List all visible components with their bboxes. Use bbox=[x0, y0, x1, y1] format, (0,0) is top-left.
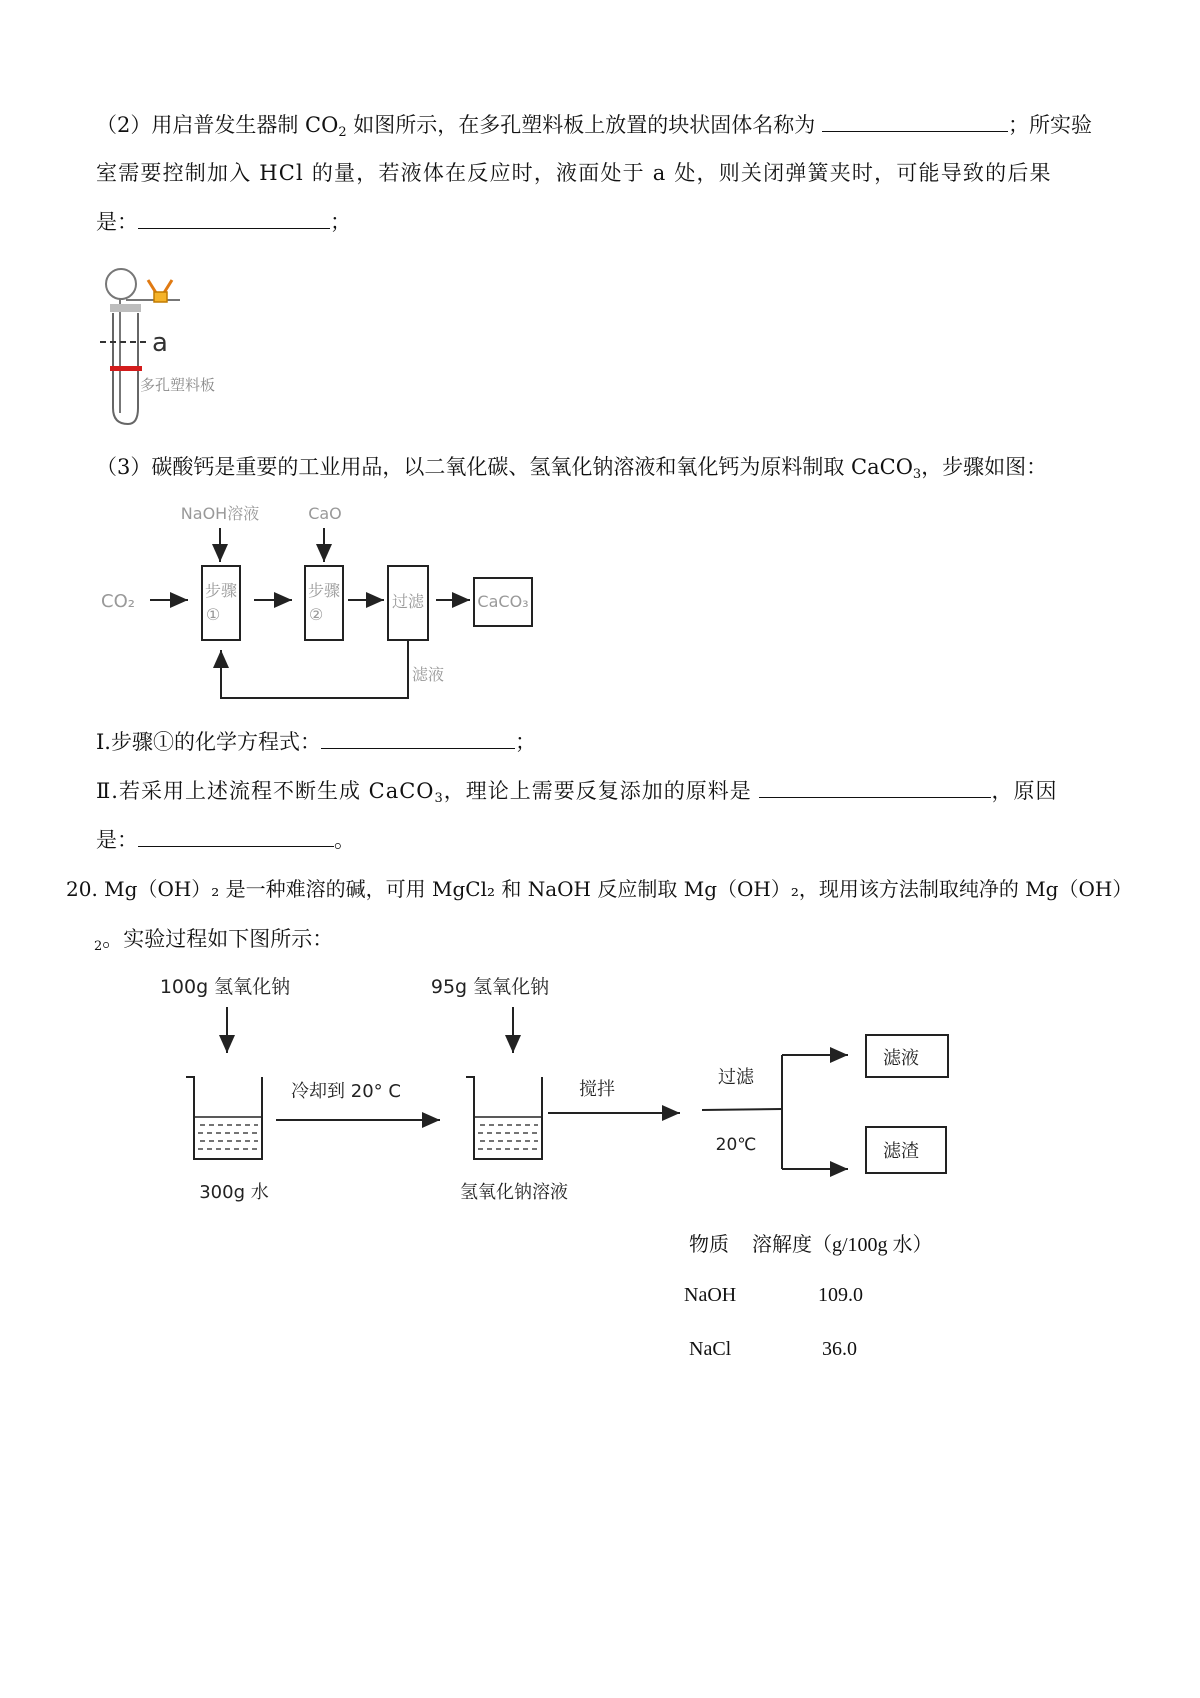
beaker-2-icon bbox=[466, 1077, 542, 1159]
step2-label: 步骤 bbox=[307, 581, 341, 600]
q2-line-1: （2）用启普发生器制 $CO_2$ 如图所示，在多孔塑料板上放置的块状固体名称为 ；所实验 bbox=[96, 113, 1092, 140]
table-row-solubility: 109.0 bbox=[818, 1284, 863, 1306]
residue-box-label: 滤渣 bbox=[883, 1141, 919, 1162]
water-300g-label: 300g 水 bbox=[199, 1182, 269, 1203]
answer-blank-consequence[interactable] bbox=[138, 210, 330, 229]
filtrate-label: 滤液 bbox=[412, 665, 445, 684]
level-a-label: a bbox=[152, 328, 168, 358]
start-co2-label: CO₂ bbox=[101, 591, 135, 612]
spring-clamp-icon bbox=[148, 280, 172, 302]
filter-label: 过滤 bbox=[391, 592, 425, 611]
perforated-plate-label: 多孔塑料板 bbox=[140, 376, 216, 394]
product-label: CaCO₃ bbox=[477, 592, 529, 611]
filter-step-label: 过滤 bbox=[718, 1067, 754, 1088]
answer-blank-solid-name[interactable] bbox=[822, 113, 1008, 132]
step2-box bbox=[305, 566, 343, 640]
filtrate-box-label: 滤液 bbox=[883, 1048, 919, 1069]
naoh-experiment-diagram bbox=[150, 965, 970, 1210]
beaker-1-icon bbox=[186, 1077, 262, 1159]
table-header-solubility: 溶解度（g/100g 水） bbox=[752, 1234, 933, 1256]
input-naoh-label: NaOH溶液 bbox=[180, 504, 260, 523]
answer-blank-reason[interactable] bbox=[138, 828, 334, 847]
split-stem-line bbox=[702, 1109, 782, 1110]
step2-number: ② bbox=[308, 605, 324, 624]
answer-blank-equation[interactable] bbox=[321, 730, 515, 749]
answer-blank-raw-material[interactable] bbox=[759, 779, 991, 798]
stopper bbox=[110, 304, 141, 312]
q3-sub-i: Ⅰ.步骤①的化学方程式： ； bbox=[96, 730, 536, 754]
step1-number: ① bbox=[205, 605, 221, 624]
cooling-label: 冷却到 20° C bbox=[291, 1081, 401, 1102]
q2-line-2: 室需要控制加入 HCl 的量，若液体在反应时，液面处于 a 处，则关闭弹簧夹时，可能导致的后果 bbox=[96, 161, 1052, 185]
q3-sub-ii-line-1: Ⅱ.若采用上述流程不断生成 CaCO$_3$，理论上需要反复添加的原料是 ，原因 bbox=[96, 779, 1058, 806]
table-header-substance: 物质 bbox=[689, 1234, 729, 1256]
table-row-solubility: 36.0 bbox=[822, 1338, 857, 1360]
filter-temp-label: 20℃ bbox=[715, 1135, 757, 1155]
table-row-substance: NaOH bbox=[684, 1284, 737, 1306]
q20-line-1: 20. Mg（OH）₂ 是一种难溶的碱，可用 MgCl₂ 和 NaOH 反应制取 Mg（OH）₂，现用该方法制取纯净的 Mg（OH） bbox=[66, 877, 1133, 901]
funnel-bulb bbox=[106, 269, 136, 299]
q20-line-2: $_2$。实验过程如下图所示： bbox=[94, 927, 334, 954]
step1-label: 步骤 bbox=[204, 581, 238, 600]
q3-line-1: （3）碳酸钙是重要的工业用品，以二氧化碳、氢氧化钠溶液和氧化钙为原料制取 CaCO$_3$，步骤如图： bbox=[96, 455, 1048, 482]
filtrate-return-arrow bbox=[221, 640, 408, 698]
add-naoh-100g-label: 100g 氢氧化钠 bbox=[159, 976, 291, 998]
step1-box bbox=[202, 566, 240, 640]
naoh-solution-label: 氢氧化钠溶液 bbox=[460, 1182, 568, 1203]
stir-label: 搅拌 bbox=[579, 1079, 615, 1100]
perforated-plate bbox=[110, 366, 142, 371]
input-cao-label: CaO bbox=[308, 504, 342, 523]
add-naoh-95g-label: 95g 氢氧化钠 bbox=[430, 976, 550, 998]
question-number: 20. bbox=[66, 877, 98, 901]
q3-sub-ii-line-2: 是： 。 bbox=[96, 828, 355, 852]
caco3-flow-diagram bbox=[96, 500, 556, 715]
table-row-substance: NaCl bbox=[689, 1338, 732, 1360]
q2-line-3: 是： ； bbox=[96, 210, 351, 234]
